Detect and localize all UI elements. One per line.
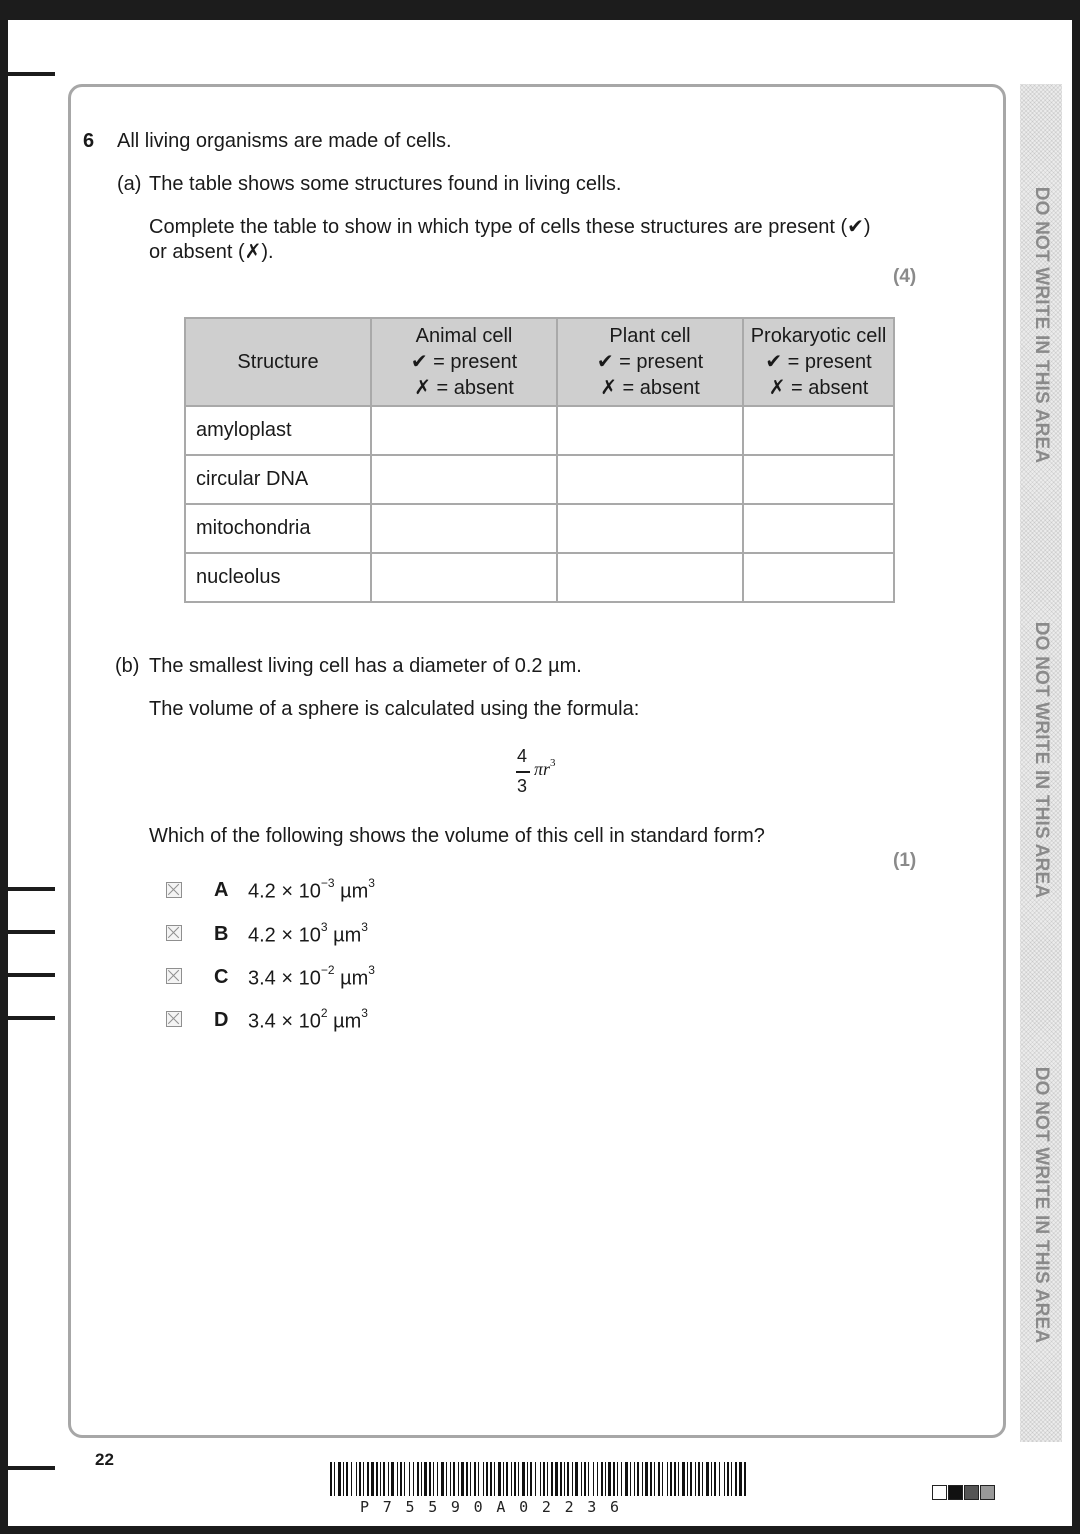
header-label: Plant cell bbox=[609, 325, 691, 347]
option-letter: C bbox=[214, 966, 229, 988]
part-a-label: (a) bbox=[117, 173, 142, 195]
header-absent-key: ✗ = absent bbox=[600, 377, 700, 399]
barcode-text: P75590A02236 bbox=[360, 1498, 633, 1516]
part-b-label: (b) bbox=[115, 655, 140, 677]
formula-denominator: 3 bbox=[517, 776, 528, 796]
header-present-key: ✔ = present bbox=[410, 351, 518, 373]
header-present-key: ✔ = present bbox=[596, 351, 704, 373]
page-frame-left bbox=[0, 0, 8, 1534]
margin-tick bbox=[8, 1466, 55, 1470]
structure-name: nucleolus bbox=[185, 553, 371, 602]
question-number: 6 bbox=[83, 130, 95, 152]
header-structure: Structure bbox=[185, 318, 371, 406]
answer-cell[interactable] bbox=[371, 553, 557, 602]
header-plant-cell bbox=[557, 318, 743, 406]
fraction-bar bbox=[516, 771, 530, 773]
header-absent-key: ✗ = absent bbox=[768, 377, 869, 399]
table-row bbox=[185, 455, 894, 504]
table-row bbox=[185, 504, 894, 553]
formula-numerator: 4 bbox=[517, 746, 528, 766]
page-frame-top bbox=[0, 0, 1080, 20]
option-value: $4.2 \times 10^3$ µm$^3$ bbox=[248, 920, 368, 947]
question-stem: All living organisms are made of cells. bbox=[117, 130, 452, 152]
margin-tick bbox=[8, 930, 55, 934]
option-value: $3.4 \times 10^{-2}$ µm$^3$ bbox=[248, 963, 375, 990]
part-a-marks: (4) bbox=[893, 266, 917, 287]
page-frame-right bbox=[1072, 0, 1080, 1534]
answer-cell[interactable] bbox=[743, 553, 894, 602]
margin-tick bbox=[8, 887, 55, 891]
header-prokaryotic-cell bbox=[743, 318, 894, 406]
option-value: $3.4 \times 10^2$ µm$^3$ bbox=[248, 1006, 368, 1033]
page-indicator-squares bbox=[932, 1485, 996, 1501]
answer-checkbox[interactable] bbox=[166, 1011, 182, 1027]
part-b-line2: The volume of a sphere is calculated using the formula: bbox=[149, 698, 640, 720]
answer-cell[interactable] bbox=[557, 455, 743, 504]
option-value: $4.2 \times 10^{-3}$ µm$^3$ bbox=[248, 876, 375, 903]
answer-cell[interactable] bbox=[557, 406, 743, 455]
header-label: Prokaryotic cell bbox=[750, 325, 887, 347]
answer-cell[interactable] bbox=[743, 455, 894, 504]
margin-warning: DO NOT WRITE IN THIS AREA bbox=[1031, 621, 1052, 899]
formula-pi-r: πr bbox=[534, 759, 551, 779]
page-frame-bottom bbox=[0, 1526, 1080, 1534]
margin-warning: DO NOT WRITE IN THIS AREA bbox=[1031, 1066, 1052, 1344]
structure-name: circular DNA bbox=[185, 455, 371, 504]
margin-tick bbox=[8, 973, 55, 977]
part-b-line1: The smallest living cell has a diameter of 0.2 µm. bbox=[149, 655, 582, 677]
option-letter: D bbox=[214, 1009, 229, 1031]
margin-tick bbox=[8, 1016, 55, 1020]
answer-cell[interactable] bbox=[557, 504, 743, 553]
answer-cell[interactable] bbox=[557, 553, 743, 602]
formula-power: 3 bbox=[550, 757, 556, 769]
header-present-key: ✔ = present bbox=[765, 351, 872, 373]
part-a-instruction: or absent (✗). bbox=[149, 241, 274, 263]
margin-warning: DO NOT WRITE IN THIS AREA bbox=[1031, 186, 1052, 464]
part-b-question: Which of the following shows the volume of this cell in standard form? bbox=[149, 825, 765, 847]
table-row bbox=[185, 406, 894, 455]
answer-checkbox[interactable] bbox=[166, 968, 182, 984]
sphere-volume-formula bbox=[514, 746, 574, 798]
option-letter: B bbox=[214, 923, 229, 945]
header-label: Animal cell bbox=[415, 325, 513, 347]
part-a-instruction: Complete the table to show in which type of cells these structures are present (✔) bbox=[149, 216, 871, 238]
cell-structures-table bbox=[184, 317, 895, 603]
barcode bbox=[330, 1462, 746, 1496]
answer-cell[interactable] bbox=[371, 455, 557, 504]
structure-name: amyloplast bbox=[185, 406, 371, 455]
structure-name: mitochondria bbox=[185, 504, 371, 553]
formula-term bbox=[534, 759, 556, 780]
answer-checkbox[interactable] bbox=[166, 925, 182, 941]
answer-cell[interactable] bbox=[743, 504, 894, 553]
answer-checkbox[interactable] bbox=[166, 882, 182, 898]
header-absent-key: ✗ = absent bbox=[414, 377, 514, 399]
option-letter: A bbox=[214, 879, 229, 901]
part-b-marks: (1) bbox=[893, 850, 917, 871]
table-row bbox=[185, 553, 894, 602]
part-a-intro: The table shows some structures found in living cells. bbox=[149, 173, 622, 195]
header-animal-cell bbox=[371, 318, 557, 406]
table-header-row bbox=[185, 318, 894, 406]
page-number: 22 bbox=[95, 1450, 114, 1469]
answer-cell[interactable] bbox=[743, 406, 894, 455]
answer-cell[interactable] bbox=[371, 504, 557, 553]
margin-tick bbox=[8, 72, 55, 76]
answer-cell[interactable] bbox=[371, 406, 557, 455]
